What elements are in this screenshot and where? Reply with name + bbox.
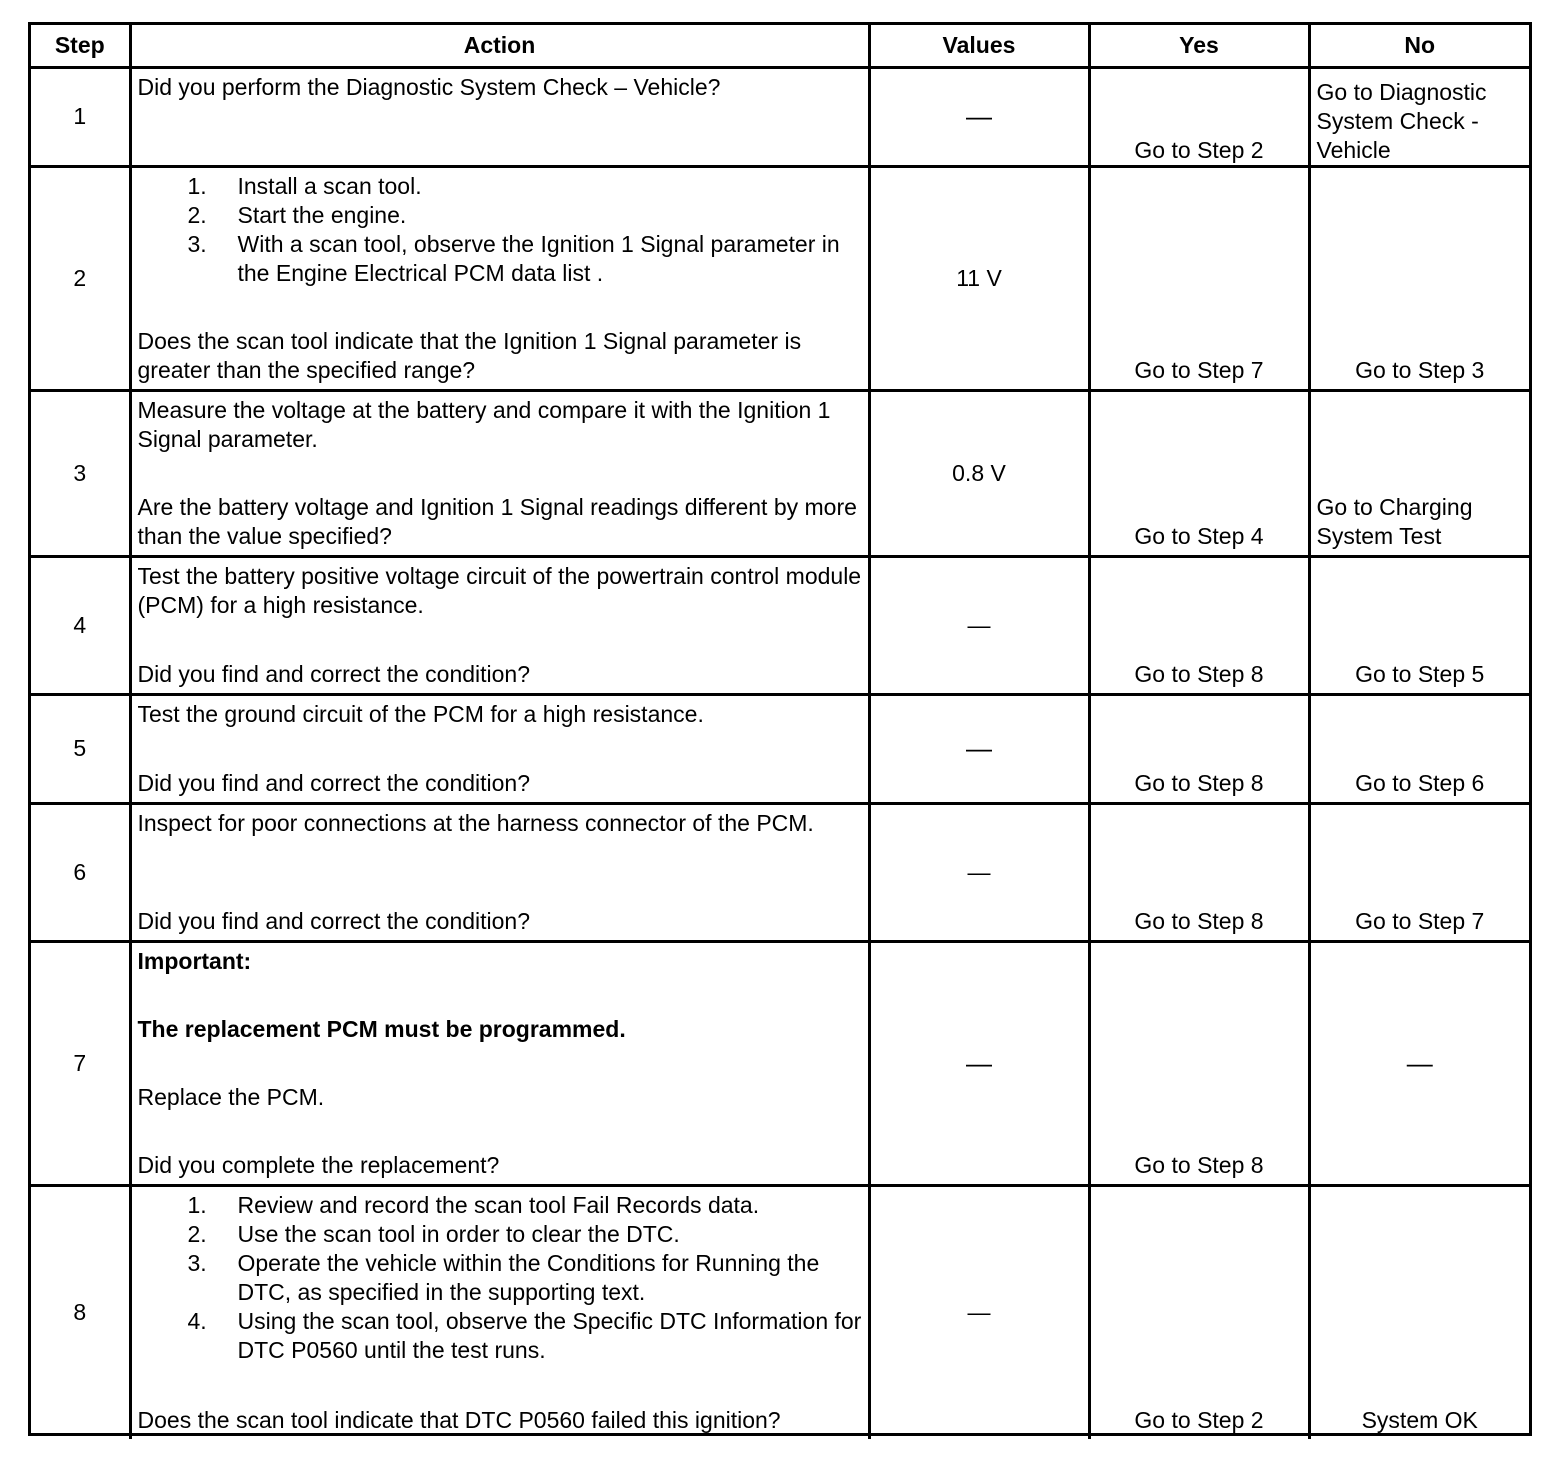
step-number: 4 [31,556,130,694]
no-cell: Go to Step 7 [1309,803,1529,941]
yes-cell: Go to Step 2 [1089,67,1309,166]
action-text: Test the ground circuit of the PCM for a high resistance. [137,700,704,727]
table-row [31,67,1529,166]
action-cell [130,941,869,1185]
action-cell [130,1185,869,1439]
step-number: 7 [31,941,130,1185]
step-number: 6 [31,803,130,941]
action-cell [130,390,869,556]
action-text: Replace the PCM. [137,1083,325,1110]
step-number: 3 [31,390,130,556]
table-row [31,941,1529,1185]
action-question: Are the battery voltage and Ignition 1 Signal readings different by more than the value specified? [137,493,857,549]
no-cell: Go to Charging System Test [1309,390,1529,556]
action-question: Does the scan tool indicate that the Ignition 1 Signal parameter is greater than the specified range? [137,327,802,383]
no-cell: Go to Step 6 [1309,694,1529,803]
diagnostic-table [31,25,1529,1439]
action-text: Did you perform the Diagnostic System Check – Vehicle? [137,73,721,100]
yes-cell: Go to Step 4 [1089,390,1309,556]
step-number: 1 [31,67,130,166]
action-text: Measure the voltage at the battery and compare it with the Ignition 1 Signal parameter. [137,396,831,452]
important-label: Important: [137,947,252,974]
value-cell: — [869,694,1089,803]
value-cell: — [869,556,1089,694]
yes-cell: Go to Step 8 [1089,694,1309,803]
step-number: 2 [31,166,130,390]
value-cell: 11 V [869,166,1089,390]
table-row [31,803,1529,941]
header-row [31,25,1529,67]
table-row [31,1185,1529,1439]
action-cell [130,166,869,390]
yes-cell: Go to Step 7 [1089,166,1309,390]
list-item: 3. With a scan tool, observe the Ignition 1 Signal parameter in the Engine Electrical PCM data list . [187,230,840,286]
table-row [31,166,1529,390]
action-text: Inspect for poor connections at the harness connector of the PCM. [137,809,814,836]
list-item: 1. Review and record the scan tool Fail Records data. [187,1191,760,1218]
table-row [31,390,1529,556]
action-question: Did you complete the replacement? [137,1151,500,1178]
no-cell: System OK [1309,1185,1529,1439]
action-question: Did you find and correct the condition? [137,907,531,934]
no-cell: Go to Diagnostic System Check - Vehicle [1309,67,1529,166]
yes-cell: Go to Step 8 [1089,941,1309,1185]
yes-cell: Go to Step 2 [1089,1185,1309,1439]
action-cell [130,67,869,166]
diagnostic-table-frame [28,22,1532,1436]
important-text: The replacement PCM must be programmed. [137,1015,626,1042]
action-cell [130,803,869,941]
action-list [138,1191,862,1365]
list-item: 2. Use the scan tool in order to clear the DTC. [187,1220,680,1247]
no-cell: — [1309,941,1529,1185]
value-cell: 0.8 V [869,390,1089,556]
action-list [138,172,862,288]
action-question: Did you find and correct the condition? [137,769,531,796]
value-cell: — [869,941,1089,1185]
action-cell [130,556,869,694]
list-item: 2. Start the engine. [187,201,407,228]
header-step: Step [31,25,130,67]
action-text: Test the battery positive voltage circuit of the powertrain control module (PCM) for a high resistance. [137,562,862,618]
header-yes: Yes [1089,25,1309,67]
list-item: 3. Operate the vehicle within the Conditions for Running the DTC, as specified in the supporting text. [187,1249,820,1305]
yes-cell: Go to Step 8 [1089,803,1309,941]
action-cell [130,694,869,803]
header-no: No [1309,25,1529,67]
list-item: 4. Using the scan tool, observe the Specific DTC Information for DTC P0560 until the test runs. [187,1307,862,1363]
table-row [31,556,1529,694]
list-item: 1. Install a scan tool. [187,172,422,199]
no-cell: Go to Step 5 [1309,556,1529,694]
action-question: Does the scan tool indicate that DTC P0560 failed this ignition? [137,1407,781,1433]
header-values: Values [869,25,1089,67]
value-cell: — [869,1185,1089,1439]
no-cell: Go to Step 3 [1309,166,1529,390]
step-number: 8 [31,1185,130,1439]
table-row [31,694,1529,803]
yes-cell: Go to Step 8 [1089,556,1309,694]
header-action: Action [130,25,869,67]
value-cell: — [869,803,1089,941]
action-question: Did you find and correct the condition? [137,660,531,687]
value-cell: — [869,67,1089,166]
step-number: 5 [31,694,130,803]
